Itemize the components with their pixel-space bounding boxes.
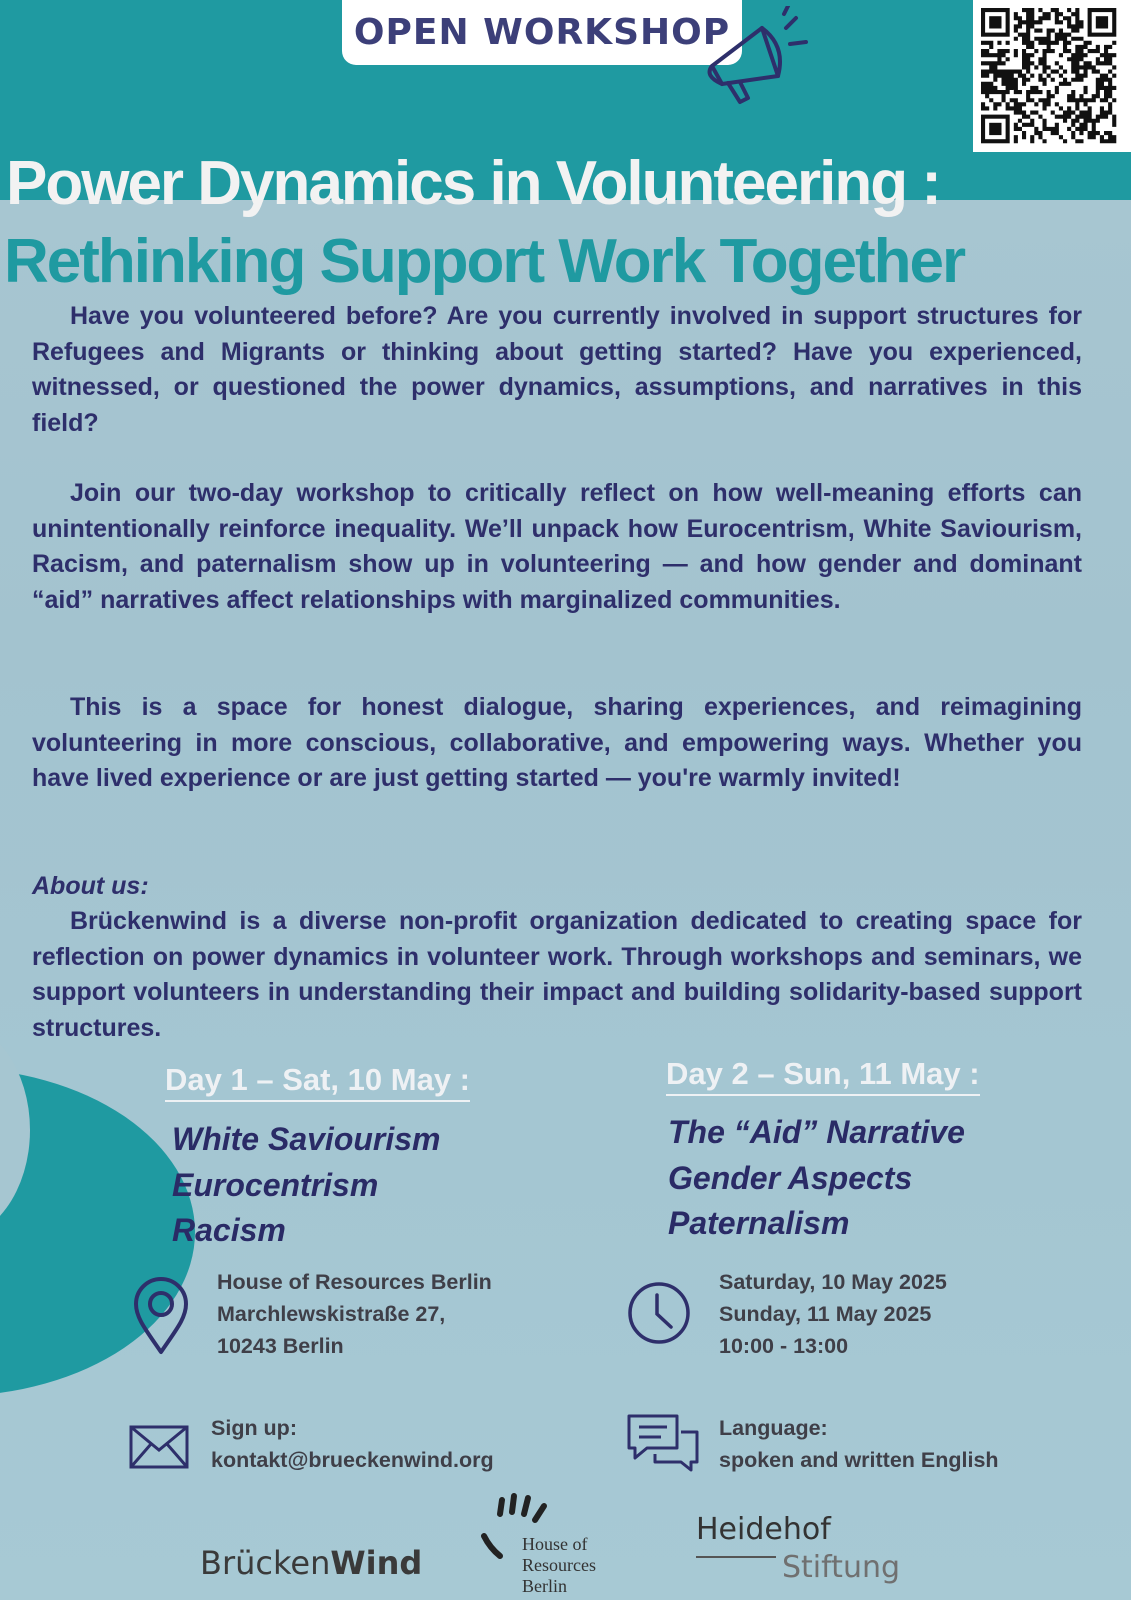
house-of-resources-logo bbox=[522, 1534, 596, 1597]
signup-label: Sign up: bbox=[211, 1416, 297, 1440]
location-line: House of Resources Berlin bbox=[217, 1270, 492, 1294]
clock-icon bbox=[627, 1281, 691, 1345]
time-details bbox=[719, 1266, 947, 1362]
language-value: spoken and written English bbox=[719, 1448, 999, 1472]
signup-details bbox=[211, 1412, 494, 1476]
megaphone-icon bbox=[700, 6, 830, 106]
time-line: 10:00 - 13:00 bbox=[719, 1334, 849, 1358]
about-label: About us: bbox=[32, 872, 149, 900]
signup-email[interactable]: kontakt@brueckenwind.org bbox=[211, 1448, 494, 1472]
location-line: 10243 Berlin bbox=[217, 1334, 344, 1358]
time-line: Sunday, 11 May 2025 bbox=[719, 1302, 932, 1326]
workshop-paragraph: Join our two-day workshop to critically reflect on how well-meaning efforts can unintentionally reinforce inequality. We’ll unpack how Eurocentrism, White Saviourism, Racism, and paternalism show up in volunteering — and how gender and dominant “aid” narratives affect relationships with marginalized communities. bbox=[32, 479, 1082, 614]
about-paragraph: Brückenwind is a diverse non-profit organization dedicated to creating space for reflection on power dynamics in volunteer work. Through workshops and seminars, we support volunteers in understanding their impact and building solidarity-based support structures. bbox=[32, 907, 1082, 1042]
day2-topic: The “Aid” Narrative bbox=[668, 1114, 965, 1150]
envelope-icon bbox=[128, 1424, 190, 1470]
time-line: Saturday, 10 May 2025 bbox=[719, 1270, 947, 1294]
location-details bbox=[217, 1266, 492, 1362]
language-details bbox=[719, 1412, 999, 1476]
intro-paragraph: Have you volunteered before? Are you currently involved in support structures for Refugees and Migrants or thinking about getting started? Have you experienced, witnessed, or questioned the power dynamics, assumptions, and narratives in this field? bbox=[32, 302, 1082, 437]
day2-topic: Gender Aspects bbox=[668, 1159, 913, 1196]
heidehof-divider bbox=[696, 1556, 776, 1558]
day2-heading: Day 2 – Sun, 11 May : bbox=[666, 1056, 980, 1096]
day2-topics bbox=[668, 1110, 965, 1247]
house-line: House of bbox=[522, 1534, 588, 1554]
brucken-light: Brücken bbox=[200, 1544, 331, 1582]
chat-bubbles-icon bbox=[625, 1412, 701, 1474]
open-workshop-badge bbox=[342, 0, 742, 65]
day2-topic: Paternalism bbox=[668, 1205, 850, 1241]
brucken-bold: Wind bbox=[330, 1544, 423, 1582]
badge-label: OPEN WORKSHOP bbox=[353, 12, 731, 53]
house-line: Berlin bbox=[522, 1576, 567, 1596]
invitation-paragraph: This is a space for honest dialogue, sharing experiences, and reimagining volunteering in more conscious, collaborative, and empowering ways. Whether you have lived experience or are just getting started — you're warmly invited! bbox=[32, 693, 1082, 792]
day1-topics bbox=[172, 1117, 441, 1254]
stiftung-logo-text: Stiftung bbox=[782, 1550, 901, 1585]
language-label: Language: bbox=[719, 1416, 828, 1440]
day1-topic: Racism bbox=[172, 1212, 286, 1248]
house-line: Resources bbox=[522, 1555, 596, 1575]
day1-topic: White Saviourism bbox=[172, 1121, 441, 1157]
title-line-2: Rethinking Support Work Together bbox=[4, 227, 965, 296]
day1-topic: Eurocentrism bbox=[172, 1166, 379, 1203]
day1-heading: Day 1 – Sat, 10 May : bbox=[165, 1062, 470, 1102]
title-line-1: Power Dynamics in Volunteering : bbox=[6, 149, 940, 218]
heidehof-logo: Heidehof bbox=[696, 1512, 831, 1547]
qr-code[interactable] bbox=[973, 0, 1131, 152]
location-pin-icon bbox=[132, 1276, 190, 1356]
qr-pattern bbox=[981, 8, 1123, 144]
brueckenwind-logo bbox=[200, 1544, 422, 1582]
location-line: Marchlewskistraße 27, bbox=[217, 1302, 446, 1326]
